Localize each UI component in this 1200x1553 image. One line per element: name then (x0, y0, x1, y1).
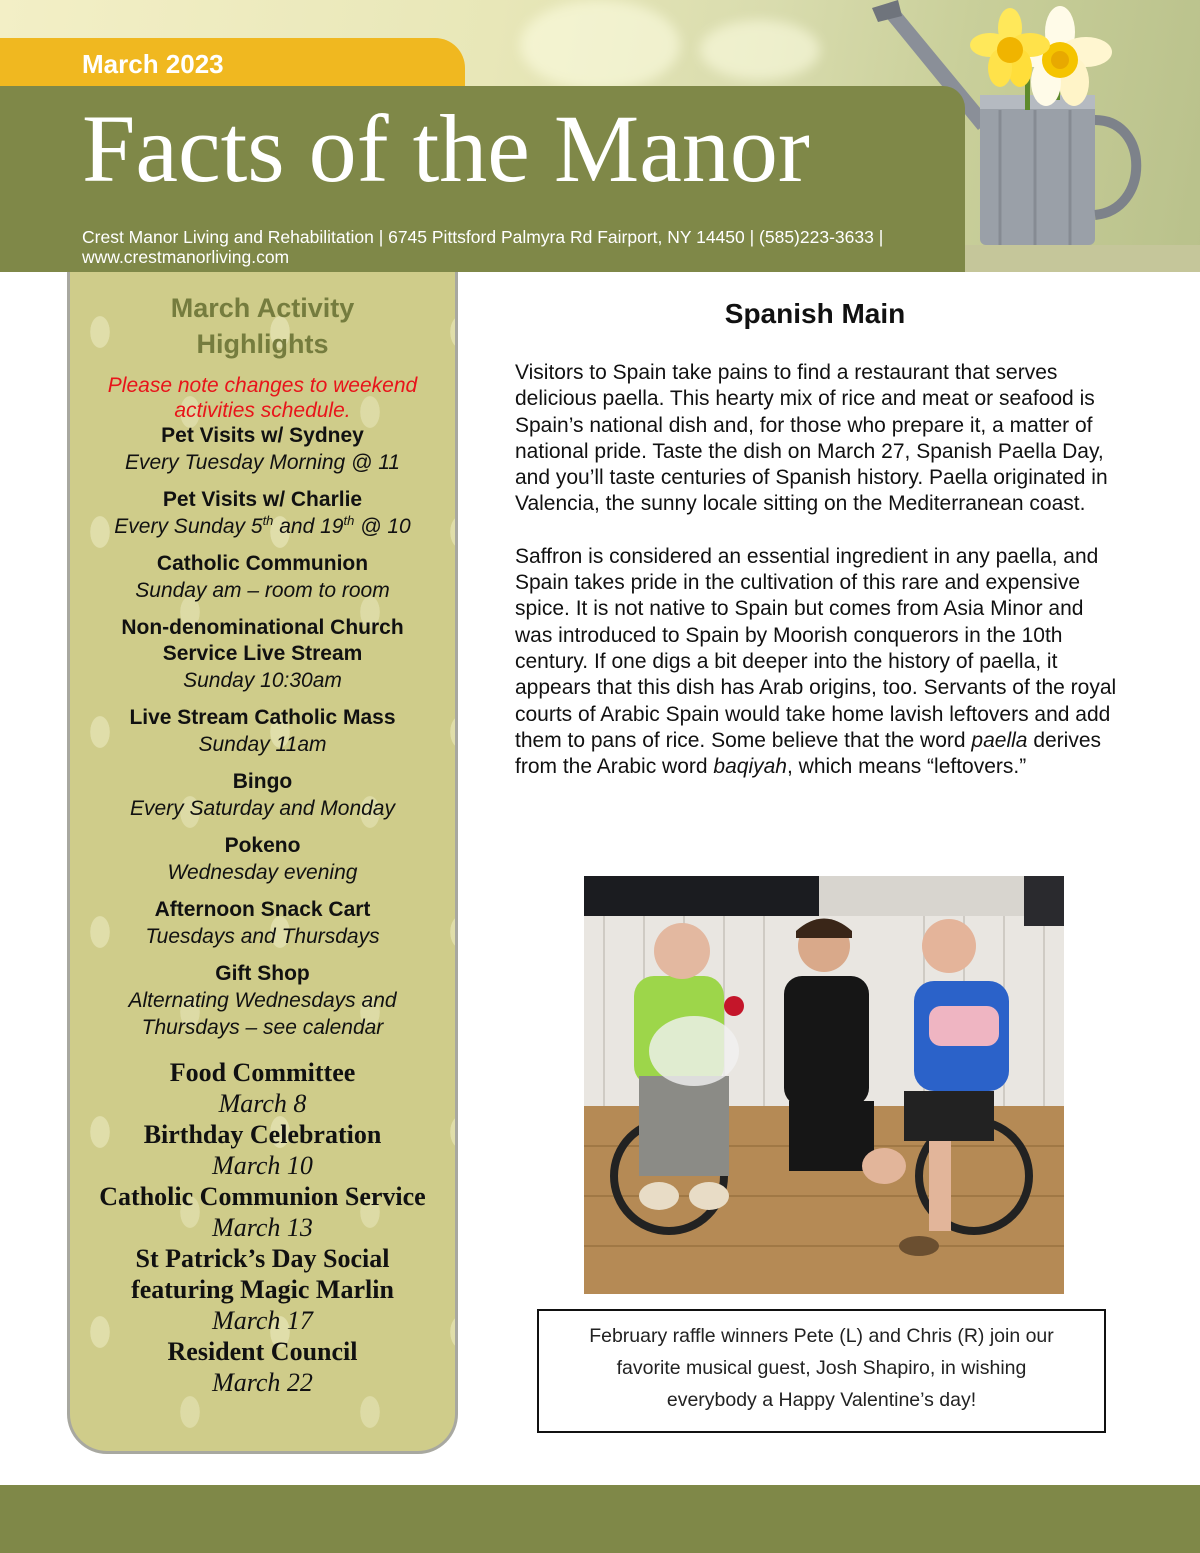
activity-item (70, 615, 455, 694)
article-title: Spanish Main (724, 298, 906, 329)
event-item (70, 1057, 455, 1119)
activity-item (70, 423, 455, 476)
activity-time: Alternating Wednesdays and (128, 989, 397, 1012)
highlights-heading (70, 290, 455, 362)
time-part: Every Sunday 5 (114, 515, 263, 538)
activity-name: Bingo (232, 770, 293, 793)
activity-item (70, 833, 455, 886)
raffle-winners-photo (584, 876, 1064, 1294)
activity-time (70, 513, 455, 540)
paragraph-text: , which means “leftovers.” (786, 755, 1027, 779)
activity-name: Service Live Stream (162, 642, 363, 665)
event-item (70, 1336, 455, 1398)
activity-item (70, 551, 455, 604)
address-text: Crest Manor Living and Rehabilitation | 6745 Pittsford Palmyra Rd Fairport, NY 14450 | (585)223-3633 | (82, 227, 884, 247)
activity-time: Sunday 11am (198, 733, 327, 756)
note-line: activities schedule. (174, 399, 351, 422)
ordinal-suffix: th (262, 513, 274, 528)
activity-time: Every Saturday and Monday (130, 797, 395, 820)
time-part: @ 10 (354, 515, 411, 538)
schedule-change-note (70, 373, 455, 423)
ordinal-suffix: th (343, 513, 355, 528)
article-body (515, 360, 1119, 806)
activity-item (70, 897, 455, 950)
bokeh-light (520, 0, 680, 90)
caption-line: February raffle winners Pete (L) and Chris (R) join our (589, 1325, 1054, 1347)
website-text: www.crestmanorliving.com (82, 247, 290, 267)
paragraph-text: derives from the Arabic word (515, 728, 1102, 779)
article-paragraph: Visitors to Spain take pains to find a restaurant that serves delicious paella. This hearty mix of rice and meat or seafood is Spain’s national dish and, for those who prepare it, a matter of national pride. Taste the dish on March 27, Spanish Paella Day, and you’ll taste centuries of Spanish history. Paella originated in Valencia, the sunny locale sitting on the Mediterranean coast. (515, 361, 1108, 516)
month-tab (0, 38, 465, 90)
event-item (70, 1119, 455, 1181)
event-item (70, 1181, 455, 1243)
activity-name: Afternoon Snack Cart (154, 898, 371, 921)
activity-name: Pet Visits w/ Charlie (162, 488, 363, 511)
address-line (82, 227, 1092, 267)
paragraph-text: Saffron is considered an essential ingredient in any paella, and Spain takes pride in the cultivation of this rare and expensive spice. It is not native to Spain but comes from Asia Minor and was introduced to Spain by Moorish conquerors in the 10th century. If one digs a bit deeper into the history of paella, it appears that this dish has Arab origins, too. Servants of the royal courts of Arabic Spain would take home lavish leftovers and add them to pans of rice. Some believe that the word (515, 544, 1117, 752)
activity-time: Sunday am – room to room (135, 579, 390, 602)
activity-name: Gift Shop (215, 962, 310, 985)
note-line: Please note changes to weekend (107, 374, 418, 397)
event-name: Resident Council (167, 1337, 358, 1366)
event-name: Catholic Communion Service (99, 1182, 426, 1211)
activity-time: Thursdays – see calendar (141, 1016, 384, 1039)
activity-item (70, 705, 455, 758)
activity-name: Pokeno (224, 834, 301, 857)
event-name: featuring Magic Marlin (131, 1275, 394, 1304)
event-name: Birthday Celebration (143, 1120, 382, 1149)
activity-name: Catholic Communion (156, 552, 369, 575)
caption-line: favorite musical guest, Josh Shapiro, in wishing (616, 1357, 1027, 1379)
bokeh-light (700, 20, 820, 80)
caption-line: everybody a Happy Valentine’s day! (666, 1389, 977, 1411)
highlights-heading-line: Highlights (196, 329, 329, 359)
time-part: and 19 (273, 515, 344, 538)
italic-word: paella (971, 728, 1028, 752)
activity-item (70, 961, 455, 1041)
event-name: St Patrick’s Day Social (135, 1244, 390, 1273)
event-date: March 10 (212, 1151, 313, 1180)
activity-item (70, 487, 455, 540)
event-date: March 13 (212, 1213, 313, 1242)
issue-month: March 2023 (82, 49, 224, 79)
activity-name: Non-denominational Church (121, 616, 404, 639)
event-date: March 22 (212, 1368, 313, 1397)
article-paragraph (515, 544, 1119, 781)
italic-word: baqiyah (713, 755, 787, 779)
event-name: Food Committee (169, 1058, 356, 1087)
newsletter-title: Facts of the Manor (82, 95, 810, 202)
activity-time: Wednesday evening (167, 861, 358, 884)
activity-highlights (70, 290, 455, 1398)
activity-time: Sunday 10:30am (183, 669, 342, 692)
footer-band (0, 1485, 1200, 1553)
activity-name: Pet Visits w/ Sydney (161, 424, 364, 447)
event-date: March 17 (212, 1306, 313, 1335)
activity-time: Every Tuesday Morning @ 11 (125, 451, 400, 474)
event-date: March 8 (218, 1089, 307, 1118)
activity-time: Tuesdays and Thursdays (145, 925, 380, 948)
event-item (70, 1243, 455, 1336)
photo-caption (537, 1309, 1106, 1433)
activity-name: Live Stream Catholic Mass (129, 706, 396, 729)
highlights-heading-line: March Activity (170, 293, 355, 323)
activity-item (70, 769, 455, 822)
